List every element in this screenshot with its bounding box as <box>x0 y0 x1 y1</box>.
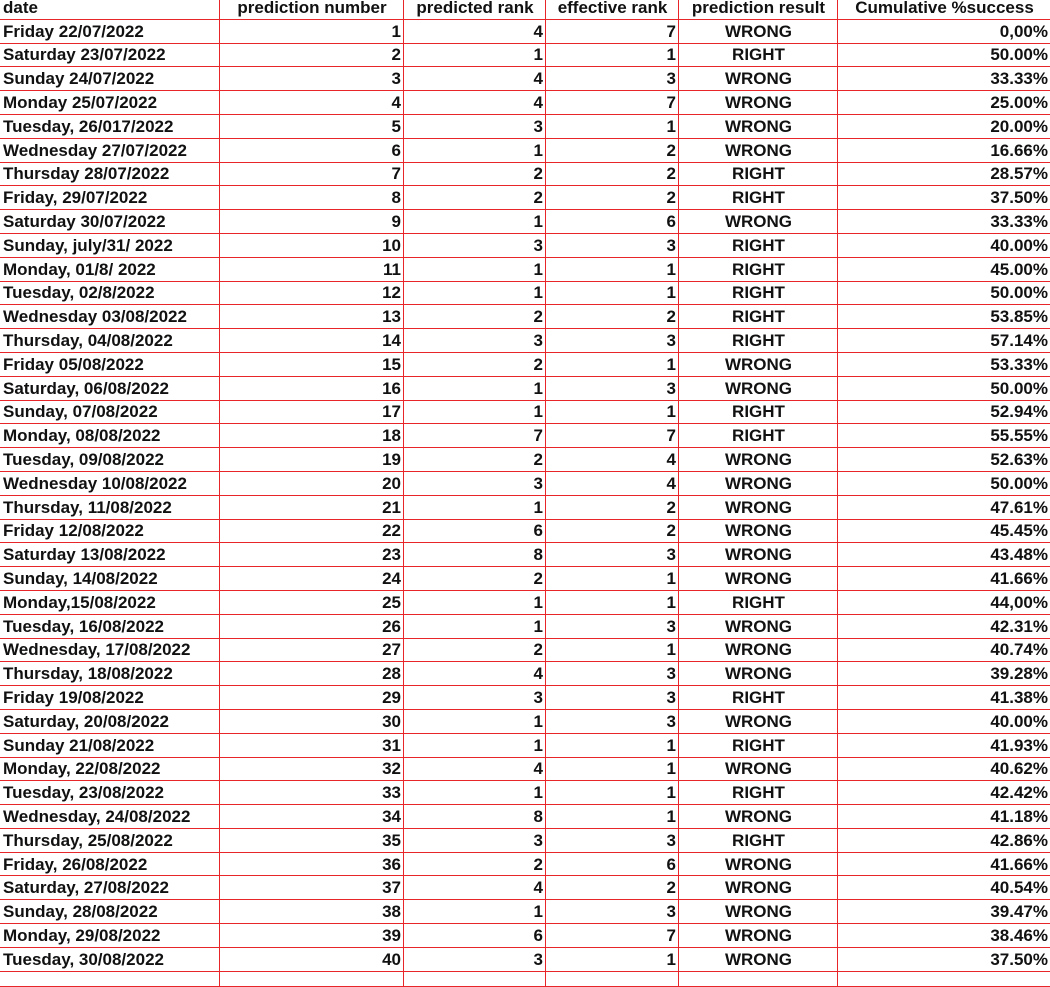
cumulative-success-cell[interactable]: 41.38% <box>838 686 1050 710</box>
effective-rank-cell[interactable]: 3 <box>546 686 679 710</box>
table-row <box>0 19 1050 43</box>
prediction-number-cell[interactable]: 12 <box>220 281 404 305</box>
prediction-number-cell[interactable]: 28 <box>220 662 404 686</box>
predicted-rank-cell[interactable]: 7 <box>404 424 546 448</box>
prediction-number-cell[interactable]: 30 <box>220 709 404 733</box>
table-row <box>0 543 1050 567</box>
effective-rank-cell[interactable]: 2 <box>546 519 679 543</box>
effective-rank-cell[interactable]: 3 <box>546 67 679 91</box>
table-row <box>0 638 1050 662</box>
prediction-result-cell[interactable]: RIGHT <box>679 424 838 448</box>
cumulative-success-cell[interactable]: 38.46% <box>838 924 1050 948</box>
header-prediction-result[interactable]: prediction result <box>679 0 838 19</box>
table-row <box>0 424 1050 448</box>
effective-rank-cell[interactable]: 3 <box>546 329 679 353</box>
effective-rank-cell[interactable]: 1 <box>546 114 679 138</box>
table-row <box>0 567 1050 591</box>
prediction-result-cell[interactable]: WRONG <box>679 352 838 376</box>
effective-rank-cell[interactable]: 4 <box>546 471 679 495</box>
cumulative-success-cell[interactable]: 50.00% <box>838 471 1050 495</box>
table-row <box>0 233 1050 257</box>
prediction-number-cell[interactable]: 39 <box>220 924 404 948</box>
date-cell[interactable]: Friday 19/08/2022 <box>0 686 220 710</box>
effective-rank-cell[interactable]: 7 <box>546 91 679 115</box>
date-cell[interactable]: Sunday, 28/08/2022 <box>0 900 220 924</box>
predicted-rank-cell[interactable]: 4 <box>404 67 546 91</box>
prediction-result-cell[interactable]: WRONG <box>679 376 838 400</box>
effective-rank-cell[interactable]: 4 <box>546 448 679 472</box>
prediction-number-cell[interactable]: 17 <box>220 400 404 424</box>
date-cell[interactable]: Saturday, 06/08/2022 <box>0 376 220 400</box>
effective-rank-cell[interactable]: 1 <box>546 638 679 662</box>
cumulative-success-cell[interactable]: 37.50% <box>838 947 1050 971</box>
effective-rank-cell[interactable]: 1 <box>546 781 679 805</box>
table-row <box>0 91 1050 115</box>
date-cell[interactable]: Sunday, 07/08/2022 <box>0 400 220 424</box>
table-row <box>0 495 1050 519</box>
date-cell[interactable]: Wednesday 10/08/2022 <box>0 471 220 495</box>
table-row <box>0 733 1050 757</box>
prediction-result-cell[interactable]: WRONG <box>679 614 838 638</box>
cumulative-success-cell[interactable]: 33.33% <box>838 210 1050 234</box>
prediction-result-cell[interactable]: WRONG <box>679 567 838 591</box>
prediction-number-cell[interactable]: 25 <box>220 590 404 614</box>
prediction-result-cell[interactable]: RIGHT <box>679 305 838 329</box>
prediction-result-cell[interactable]: RIGHT <box>679 43 838 67</box>
prediction-number-cell[interactable]: 7 <box>220 162 404 186</box>
cumulative-success-cell[interactable]: 55.55% <box>838 424 1050 448</box>
date-cell[interactable]: Monday,15/08/2022 <box>0 590 220 614</box>
prediction-number-cell[interactable]: 5 <box>220 114 404 138</box>
effective-rank-cell[interactable]: 3 <box>546 828 679 852</box>
table-row <box>0 257 1050 281</box>
cumulative-success-cell[interactable]: 40.54% <box>838 876 1050 900</box>
cumulative-success-cell[interactable]: 45.00% <box>838 257 1050 281</box>
prediction-result-cell[interactable]: RIGHT <box>679 257 838 281</box>
effective-rank-cell[interactable]: 6 <box>546 210 679 234</box>
prediction-result-cell[interactable]: WRONG <box>679 900 838 924</box>
prediction-number-cell[interactable]: 23 <box>220 543 404 567</box>
predicted-rank-cell[interactable]: 8 <box>404 805 546 829</box>
predicted-rank-cell[interactable]: 1 <box>404 781 546 805</box>
prediction-result-cell[interactable]: WRONG <box>679 138 838 162</box>
prediction-result-cell[interactable]: WRONG <box>679 471 838 495</box>
cumulative-success-cell[interactable]: 39.47% <box>838 900 1050 924</box>
predicted-rank-cell[interactable]: 2 <box>404 638 546 662</box>
date-cell[interactable]: Tuesday, 16/08/2022 <box>0 614 220 638</box>
predicted-rank-cell[interactable]: 1 <box>404 376 546 400</box>
prediction-result-cell[interactable]: WRONG <box>679 519 838 543</box>
cumulative-success-cell[interactable]: 53.33% <box>838 352 1050 376</box>
prediction-result-cell[interactable]: WRONG <box>679 210 838 234</box>
date-cell[interactable]: Sunday, july/31/ 2022 <box>0 233 220 257</box>
prediction-result-cell[interactable]: WRONG <box>679 662 838 686</box>
cumulative-success-cell[interactable]: 16.66% <box>838 138 1050 162</box>
effective-rank-cell[interactable]: 3 <box>546 662 679 686</box>
cumulative-success-cell[interactable]: 50.00% <box>838 281 1050 305</box>
predicted-rank-cell[interactable]: 3 <box>404 233 546 257</box>
cumulative-success-cell[interactable]: 47.61% <box>838 495 1050 519</box>
table-row <box>0 352 1050 376</box>
prediction-result-cell[interactable]: RIGHT <box>679 781 838 805</box>
table-row <box>0 210 1050 234</box>
cumulative-success-cell[interactable]: 41.18% <box>838 805 1050 829</box>
table-row <box>0 686 1050 710</box>
cumulative-success-cell[interactable]: 41.66% <box>838 852 1050 876</box>
cumulative-success-cell[interactable]: 40.62% <box>838 757 1050 781</box>
prediction-number-cell[interactable]: 29 <box>220 686 404 710</box>
prediction-result-cell[interactable]: RIGHT <box>679 233 838 257</box>
effective-rank-cell[interactable]: 2 <box>546 162 679 186</box>
table-row <box>0 448 1050 472</box>
effective-rank-cell[interactable]: 3 <box>546 233 679 257</box>
cumulative-success-cell[interactable]: 40.00% <box>838 233 1050 257</box>
prediction-number-cell[interactable]: 6 <box>220 138 404 162</box>
predicted-rank-cell[interactable]: 1 <box>404 495 546 519</box>
prediction-number-cell[interactable]: 34 <box>220 805 404 829</box>
cumulative-success-cell[interactable]: 28.57% <box>838 162 1050 186</box>
prediction-number-cell[interactable]: 10 <box>220 233 404 257</box>
date-cell[interactable]: Thursday, 04/08/2022 <box>0 329 220 353</box>
prediction-number-cell[interactable]: 24 <box>220 567 404 591</box>
prediction-number-cell[interactable]: 15 <box>220 352 404 376</box>
table-row <box>0 590 1050 614</box>
prediction-number-cell[interactable]: 40 <box>220 947 404 971</box>
prediction-number-cell[interactable]: 27 <box>220 638 404 662</box>
cumulative-success-cell[interactable]: 52.94% <box>838 400 1050 424</box>
predicted-rank-cell[interactable]: 1 <box>404 900 546 924</box>
predicted-rank-cell[interactable]: 6 <box>404 924 546 948</box>
prediction-result-cell[interactable]: WRONG <box>679 543 838 567</box>
predicted-rank-cell[interactable]: 1 <box>404 733 546 757</box>
date-cell[interactable]: Thursday, 11/08/2022 <box>0 495 220 519</box>
prediction-number-cell[interactable]: 18 <box>220 424 404 448</box>
prediction-number-cell[interactable]: 31 <box>220 733 404 757</box>
prediction-result-cell[interactable]: WRONG <box>679 924 838 948</box>
effective-rank-cell[interactable]: 1 <box>546 590 679 614</box>
predicted-rank-cell[interactable]: 3 <box>404 828 546 852</box>
date-cell[interactable]: Friday 05/08/2022 <box>0 352 220 376</box>
table-row <box>0 67 1050 91</box>
prediction-number-cell[interactable]: 26 <box>220 614 404 638</box>
cumulative-success-cell[interactable]: 43.48% <box>838 543 1050 567</box>
predicted-rank-cell[interactable]: 1 <box>404 590 546 614</box>
prediction-number-cell[interactable]: 20 <box>220 471 404 495</box>
table-row <box>0 781 1050 805</box>
prediction-result-cell[interactable]: WRONG <box>679 638 838 662</box>
date-cell[interactable]: Friday 12/08/2022 <box>0 519 220 543</box>
effective-rank-cell[interactable]: 3 <box>546 376 679 400</box>
header-date[interactable]: date <box>0 0 220 19</box>
cumulative-success-cell[interactable]: 45.45% <box>838 519 1050 543</box>
date-cell[interactable]: Sunday 21/08/2022 <box>0 733 220 757</box>
empty-cell[interactable] <box>220 971 404 986</box>
date-cell[interactable]: Wednesday, 24/08/2022 <box>0 805 220 829</box>
prediction-result-cell[interactable]: RIGHT <box>679 329 838 353</box>
cumulative-success-cell[interactable]: 40.00% <box>838 709 1050 733</box>
date-cell[interactable]: Monday, 01/8/ 2022 <box>0 257 220 281</box>
prediction-number-cell[interactable]: 33 <box>220 781 404 805</box>
table-row <box>0 376 1050 400</box>
cumulative-success-cell[interactable]: 50.00% <box>838 43 1050 67</box>
effective-rank-cell[interactable]: 1 <box>546 43 679 67</box>
predicted-rank-cell[interactable]: 2 <box>404 162 546 186</box>
date-cell[interactable]: Friday, 29/07/2022 <box>0 186 220 210</box>
predicted-rank-cell[interactable]: 2 <box>404 567 546 591</box>
predicted-rank-cell[interactable]: 2 <box>404 305 546 329</box>
cumulative-success-cell[interactable]: 42.31% <box>838 614 1050 638</box>
effective-rank-cell[interactable]: 7 <box>546 19 679 43</box>
predicted-rank-cell[interactable]: 1 <box>404 43 546 67</box>
predicted-rank-cell[interactable]: 2 <box>404 186 546 210</box>
table-row <box>0 400 1050 424</box>
effective-rank-cell[interactable]: 1 <box>546 400 679 424</box>
cumulative-success-cell[interactable]: 41.93% <box>838 733 1050 757</box>
date-cell[interactable]: Tuesday, 30/08/2022 <box>0 947 220 971</box>
cumulative-success-cell[interactable]: 44,00% <box>838 590 1050 614</box>
empty-row <box>0 971 1050 986</box>
table-row <box>0 43 1050 67</box>
empty-cell[interactable] <box>0 971 220 986</box>
date-cell[interactable]: Friday, 26/08/2022 <box>0 852 220 876</box>
date-cell[interactable]: Saturday 23/07/2022 <box>0 43 220 67</box>
effective-rank-cell[interactable]: 3 <box>546 543 679 567</box>
table-row <box>0 852 1050 876</box>
header-predicted-rank[interactable]: predicted rank <box>404 0 546 19</box>
effective-rank-cell[interactable]: 6 <box>546 852 679 876</box>
table-row <box>0 876 1050 900</box>
prediction-number-cell[interactable]: 4 <box>220 91 404 115</box>
prediction-result-cell[interactable]: WRONG <box>679 947 838 971</box>
predicted-rank-cell[interactable]: 4 <box>404 876 546 900</box>
table-row <box>0 305 1050 329</box>
empty-cell[interactable] <box>838 971 1050 986</box>
date-cell[interactable]: Thursday, 25/08/2022 <box>0 828 220 852</box>
effective-rank-cell[interactable]: 3 <box>546 614 679 638</box>
prediction-result-cell[interactable]: RIGHT <box>679 186 838 210</box>
effective-rank-cell[interactable]: 3 <box>546 709 679 733</box>
date-cell[interactable]: Wednesday, 17/08/2022 <box>0 638 220 662</box>
predicted-rank-cell[interactable]: 8 <box>404 543 546 567</box>
predicted-rank-cell[interactable]: 1 <box>404 281 546 305</box>
predicted-rank-cell[interactable]: 6 <box>404 519 546 543</box>
date-cell[interactable]: Tuesday, 26/017/2022 <box>0 114 220 138</box>
cumulative-success-cell[interactable]: 40.74% <box>838 638 1050 662</box>
date-cell[interactable]: Tuesday, 23/08/2022 <box>0 781 220 805</box>
effective-rank-cell[interactable]: 1 <box>546 567 679 591</box>
cumulative-success-cell[interactable]: 53.85% <box>838 305 1050 329</box>
table-row <box>0 614 1050 638</box>
predicted-rank-cell[interactable]: 2 <box>404 352 546 376</box>
empty-cell[interactable] <box>404 971 546 986</box>
empty-cell[interactable] <box>546 971 679 986</box>
cumulative-success-cell[interactable]: 41.66% <box>838 567 1050 591</box>
cumulative-success-cell[interactable]: 33.33% <box>838 67 1050 91</box>
prediction-result-cell[interactable]: RIGHT <box>679 162 838 186</box>
prediction-number-cell[interactable]: 11 <box>220 257 404 281</box>
prediction-result-cell[interactable]: RIGHT <box>679 281 838 305</box>
effective-rank-cell[interactable]: 7 <box>546 424 679 448</box>
predicted-rank-cell[interactable]: 1 <box>404 257 546 281</box>
date-cell[interactable]: Wednesday 27/07/2022 <box>0 138 220 162</box>
prediction-result-cell[interactable]: RIGHT <box>679 733 838 757</box>
prediction-result-cell[interactable]: WRONG <box>679 114 838 138</box>
prediction-result-cell[interactable]: WRONG <box>679 67 838 91</box>
prediction-result-cell[interactable]: WRONG <box>679 709 838 733</box>
table-row <box>0 114 1050 138</box>
prediction-number-cell[interactable]: 19 <box>220 448 404 472</box>
date-cell[interactable]: Saturday 30/07/2022 <box>0 210 220 234</box>
prediction-number-cell[interactable]: 2 <box>220 43 404 67</box>
effective-rank-cell[interactable]: 7 <box>546 924 679 948</box>
prediction-result-cell[interactable]: WRONG <box>679 19 838 43</box>
date-cell[interactable]: Friday 22/07/2022 <box>0 19 220 43</box>
cumulative-success-cell[interactable]: 39.28% <box>838 662 1050 686</box>
predicted-rank-cell[interactable]: 4 <box>404 19 546 43</box>
prediction-result-cell[interactable]: WRONG <box>679 495 838 519</box>
effective-rank-cell[interactable]: 1 <box>546 947 679 971</box>
predicted-rank-cell[interactable]: 3 <box>404 114 546 138</box>
table-row <box>0 329 1050 353</box>
table-row <box>0 805 1050 829</box>
predicted-rank-cell[interactable]: 3 <box>404 947 546 971</box>
date-cell[interactable]: Tuesday, 09/08/2022 <box>0 448 220 472</box>
table-row <box>0 162 1050 186</box>
cumulative-success-cell[interactable]: 42.86% <box>838 828 1050 852</box>
date-cell[interactable]: Saturday, 20/08/2022 <box>0 709 220 733</box>
prediction-number-cell[interactable]: 16 <box>220 376 404 400</box>
table-row <box>0 709 1050 733</box>
prediction-number-cell[interactable]: 8 <box>220 186 404 210</box>
prediction-result-cell[interactable]: RIGHT <box>679 590 838 614</box>
cumulative-success-cell[interactable]: 42.42% <box>838 781 1050 805</box>
cumulative-success-cell[interactable]: 25.00% <box>838 91 1050 115</box>
date-cell[interactable]: Monday 25/07/2022 <box>0 91 220 115</box>
table-row <box>0 900 1050 924</box>
table-row <box>0 281 1050 305</box>
prediction-number-cell[interactable]: 37 <box>220 876 404 900</box>
date-cell[interactable]: Monday, 08/08/2022 <box>0 424 220 448</box>
header-effective-rank[interactable]: effective rank <box>546 0 679 19</box>
effective-rank-cell[interactable]: 1 <box>546 352 679 376</box>
cumulative-success-cell[interactable]: 57.14% <box>838 329 1050 353</box>
table-row <box>0 519 1050 543</box>
cumulative-success-cell[interactable]: 52.63% <box>838 448 1050 472</box>
predicted-rank-cell[interactable]: 2 <box>404 852 546 876</box>
predicted-rank-cell[interactable]: 2 <box>404 448 546 472</box>
predicted-rank-cell[interactable]: 1 <box>404 210 546 234</box>
effective-rank-cell[interactable]: 2 <box>546 305 679 329</box>
cumulative-success-cell[interactable]: 37.50% <box>838 186 1050 210</box>
effective-rank-cell[interactable]: 1 <box>546 805 679 829</box>
predicted-rank-cell[interactable]: 1 <box>404 400 546 424</box>
prediction-result-cell[interactable]: RIGHT <box>679 400 838 424</box>
effective-rank-cell[interactable]: 2 <box>546 138 679 162</box>
prediction-result-cell[interactable]: RIGHT <box>679 686 838 710</box>
table-row <box>0 757 1050 781</box>
predicted-rank-cell[interactable]: 1 <box>404 138 546 162</box>
date-cell[interactable]: Wednesday 03/08/2022 <box>0 305 220 329</box>
prediction-number-cell[interactable]: 1 <box>220 19 404 43</box>
effective-rank-cell[interactable]: 3 <box>546 900 679 924</box>
header-prediction-number[interactable]: prediction number <box>220 0 404 19</box>
prediction-number-cell[interactable]: 21 <box>220 495 404 519</box>
date-cell[interactable]: Tuesday, 02/8/2022 <box>0 281 220 305</box>
table-row <box>0 471 1050 495</box>
date-cell[interactable]: Sunday, 14/08/2022 <box>0 567 220 591</box>
prediction-result-cell[interactable]: RIGHT <box>679 828 838 852</box>
predicted-rank-cell[interactable]: 4 <box>404 662 546 686</box>
prediction-number-cell[interactable]: 22 <box>220 519 404 543</box>
effective-rank-cell[interactable]: 2 <box>546 186 679 210</box>
effective-rank-cell[interactable]: 1 <box>546 733 679 757</box>
prediction-number-cell[interactable]: 14 <box>220 329 404 353</box>
header-cumulative-success[interactable]: Cumulative %success <box>838 0 1050 19</box>
cumulative-success-cell[interactable]: 50.00% <box>838 376 1050 400</box>
date-cell[interactable]: Saturday, 27/08/2022 <box>0 876 220 900</box>
header-row <box>0 0 1050 19</box>
effective-rank-cell[interactable]: 2 <box>546 876 679 900</box>
table-row <box>0 924 1050 948</box>
table-row <box>0 828 1050 852</box>
cumulative-success-cell[interactable]: 0,00% <box>838 19 1050 43</box>
prediction-result-cell[interactable]: WRONG <box>679 91 838 115</box>
prediction-number-cell[interactable]: 13 <box>220 305 404 329</box>
prediction-result-cell[interactable]: WRONG <box>679 852 838 876</box>
predicted-rank-cell[interactable]: 4 <box>404 757 546 781</box>
cumulative-success-cell[interactable]: 20.00% <box>838 114 1050 138</box>
table-row <box>0 947 1050 971</box>
prediction-number-cell[interactable]: 32 <box>220 757 404 781</box>
predicted-rank-cell[interactable]: 3 <box>404 329 546 353</box>
date-cell[interactable]: Sunday 24/07/2022 <box>0 67 220 91</box>
table-row <box>0 138 1050 162</box>
predicted-rank-cell[interactable]: 3 <box>404 471 546 495</box>
predicted-rank-cell[interactable]: 1 <box>404 709 546 733</box>
prediction-number-cell[interactable]: 9 <box>220 210 404 234</box>
prediction-number-cell[interactable]: 38 <box>220 900 404 924</box>
table-row <box>0 662 1050 686</box>
prediction-number-cell[interactable]: 3 <box>220 67 404 91</box>
predicted-rank-cell[interactable]: 3 <box>404 686 546 710</box>
table-row <box>0 186 1050 210</box>
date-cell[interactable]: Monday, 22/08/2022 <box>0 757 220 781</box>
effective-rank-cell[interactable]: 1 <box>546 281 679 305</box>
predicted-rank-cell[interactable]: 1 <box>404 614 546 638</box>
date-cell[interactable]: Saturday 13/08/2022 <box>0 543 220 567</box>
prediction-result-cell[interactable]: WRONG <box>679 805 838 829</box>
effective-rank-cell[interactable]: 2 <box>546 495 679 519</box>
predicted-rank-cell[interactable]: 4 <box>404 91 546 115</box>
date-cell[interactable]: Monday, 29/08/2022 <box>0 924 220 948</box>
date-cell[interactable]: Thursday, 18/08/2022 <box>0 662 220 686</box>
effective-rank-cell[interactable]: 1 <box>546 757 679 781</box>
date-cell[interactable]: Thursday 28/07/2022 <box>0 162 220 186</box>
prediction-number-cell[interactable]: 36 <box>220 852 404 876</box>
prediction-result-cell[interactable]: WRONG <box>679 876 838 900</box>
prediction-number-cell[interactable]: 35 <box>220 828 404 852</box>
empty-cell[interactable] <box>679 971 838 986</box>
prediction-result-cell[interactable]: WRONG <box>679 757 838 781</box>
effective-rank-cell[interactable]: 1 <box>546 257 679 281</box>
prediction-result-cell[interactable]: WRONG <box>679 448 838 472</box>
